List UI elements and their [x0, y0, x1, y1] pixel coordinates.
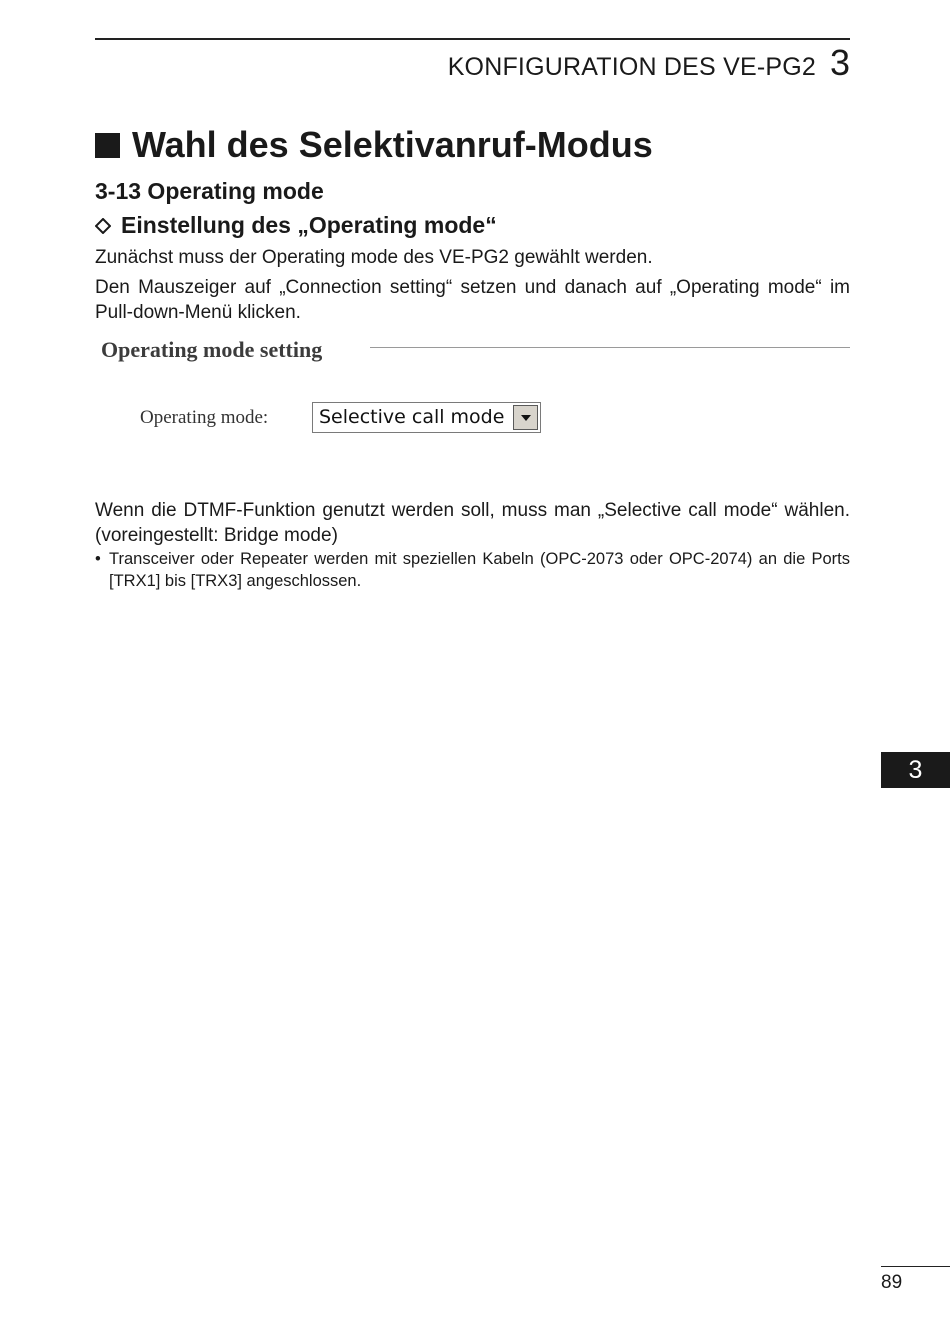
black-square-icon: [95, 133, 120, 158]
footer-rule: [881, 1266, 950, 1267]
header-rule: [95, 38, 850, 40]
chapter-number: 3: [829, 42, 850, 83]
operating-mode-selected-value: Selective call mode: [319, 406, 505, 428]
fieldset-divider: [370, 347, 850, 348]
bullet-item: [95, 548, 850, 592]
fieldset-legend: Operating mode setting: [101, 337, 328, 363]
subsubsection-title: [95, 212, 497, 239]
operating-mode-setting-panel: [95, 335, 850, 450]
paragraph-intro: Zunächst muss der Operating mode des VE-PG2 gewählt werden.: [95, 247, 653, 268]
chapter-title: KONFIGURATION DES VE-PG2: [447, 53, 816, 81]
operating-mode-select[interactable]: [312, 402, 541, 433]
chapter-side-tab: 3: [881, 752, 950, 788]
page-number: 89: [881, 1272, 903, 1293]
diamond-outline-icon: [95, 218, 111, 234]
subsection-title: 3-13 Operating mode: [95, 178, 324, 204]
chapter-header: [448, 42, 850, 84]
dropdown-button[interactable]: [513, 405, 538, 430]
bullet-text: Transceiver oder Repeater werden mit speziellen Kabeln (OPC-2073 oder OPC-2074) an die Ports [TRX1] bis [TRX3] angeschlossen.: [109, 550, 850, 590]
bullet-dot: •: [95, 550, 101, 568]
chevron-down-icon: [521, 415, 531, 421]
paragraph-dtmf: Wenn die DTMF-Funktion genutzt werden soll, muss man „Selective call mode“ wählen. (voreingestellt: Bridge mode): [95, 500, 850, 546]
paragraph-instructions: Den Mauszeiger auf „Connection setting“ setzen und danach auf „Operating mode“ im Pull-down-Menü klicken.: [95, 277, 850, 323]
operating-mode-label: Operating mode:: [140, 407, 269, 428]
section-title: [95, 124, 653, 166]
subsubsection-title-text: Einstellung des „Operating mode“: [121, 212, 497, 238]
section-title-text: Wahl des Selektivanruf-Modus: [132, 124, 653, 165]
